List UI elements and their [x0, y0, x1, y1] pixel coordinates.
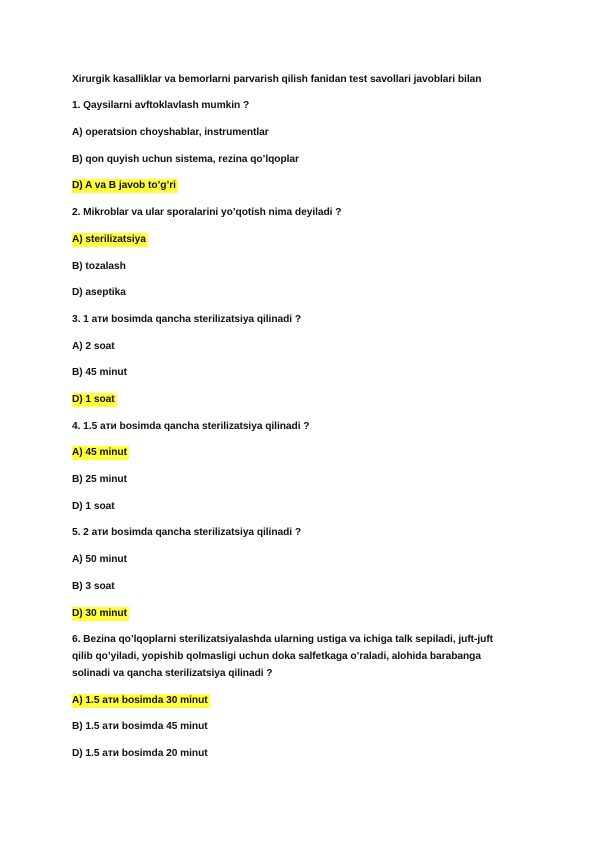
question-3-option-d-answer: D) 1 soat	[72, 394, 115, 405]
question-4-option-d: D) 1 soat	[72, 501, 115, 512]
question-5-option-d-answer: D) 30 minut	[72, 608, 127, 619]
document-title: Xirurgik kasalliklar va bemorlarni parvarish qilish fanidan test savollari javoblari bilan	[72, 74, 482, 85]
question-4-option-b: B) 25 minut	[72, 474, 127, 485]
question-1-option-b: B) qon quyish uchun sistema, rezina qo’lqoplar	[72, 154, 299, 165]
question-5: 5. 2 ати bosimda qancha sterilizatsiya qilinadi ?	[72, 527, 302, 538]
question-5-option-a: A) 50 minut	[72, 554, 127, 565]
question-6-option-a-answer: A) 1.5 ати bosimda 30 minut	[72, 695, 208, 706]
question-2-option-b: B) tozalash	[72, 261, 126, 272]
question-6-line-1: 6. Bezina qo’lqoplarni sterilizatsiyalashda ularning ustiga va ichiga talk sepiladi, juft-juft	[72, 634, 494, 645]
question-4-option-a-answer: A) 45 minut	[72, 447, 127, 458]
question-1-option-a: A) operatsion choyshablar, instrumentlar	[72, 127, 269, 138]
question-2-option-d: D) aseptika	[72, 287, 126, 298]
question-4: 4. 1.5 ати bosimda qancha sterilizatsiya qilinadi ?	[72, 421, 310, 432]
question-6-option-b: B) 1.5 ати bosimda 45 minut	[72, 721, 208, 732]
question-3: 3. 1 ати bosimda qancha sterilizatsiya qilinadi ?	[72, 314, 302, 325]
question-3-option-a: A) 2 soat	[72, 341, 115, 352]
question-6-option-d: D) 1.5 ати bosimda 20 minut	[72, 748, 208, 759]
question-6-line-2: qilib qo’yiladi, yopishib qolmasligi uchun doka salfetkaga o’raladi, alohida barabanga	[72, 651, 481, 662]
question-2-option-a-answer: A) sterilizatsiya	[72, 234, 146, 245]
question-1: 1. Qaysilarni avftoklavlash mumkin ?	[72, 100, 250, 111]
question-2: 2. Mikroblar va ular sporalarini yo’qotish nima deyiladi ?	[72, 207, 342, 218]
question-1-option-d-answer: D) A va B javob to’g’ri	[72, 180, 176, 191]
question-3-option-b: B) 45 minut	[72, 367, 127, 378]
question-6-line-3: solinadi va qancha sterilizatsiya qilinadi ?	[72, 668, 273, 679]
question-5-option-b: B) 3 soat	[72, 581, 115, 592]
